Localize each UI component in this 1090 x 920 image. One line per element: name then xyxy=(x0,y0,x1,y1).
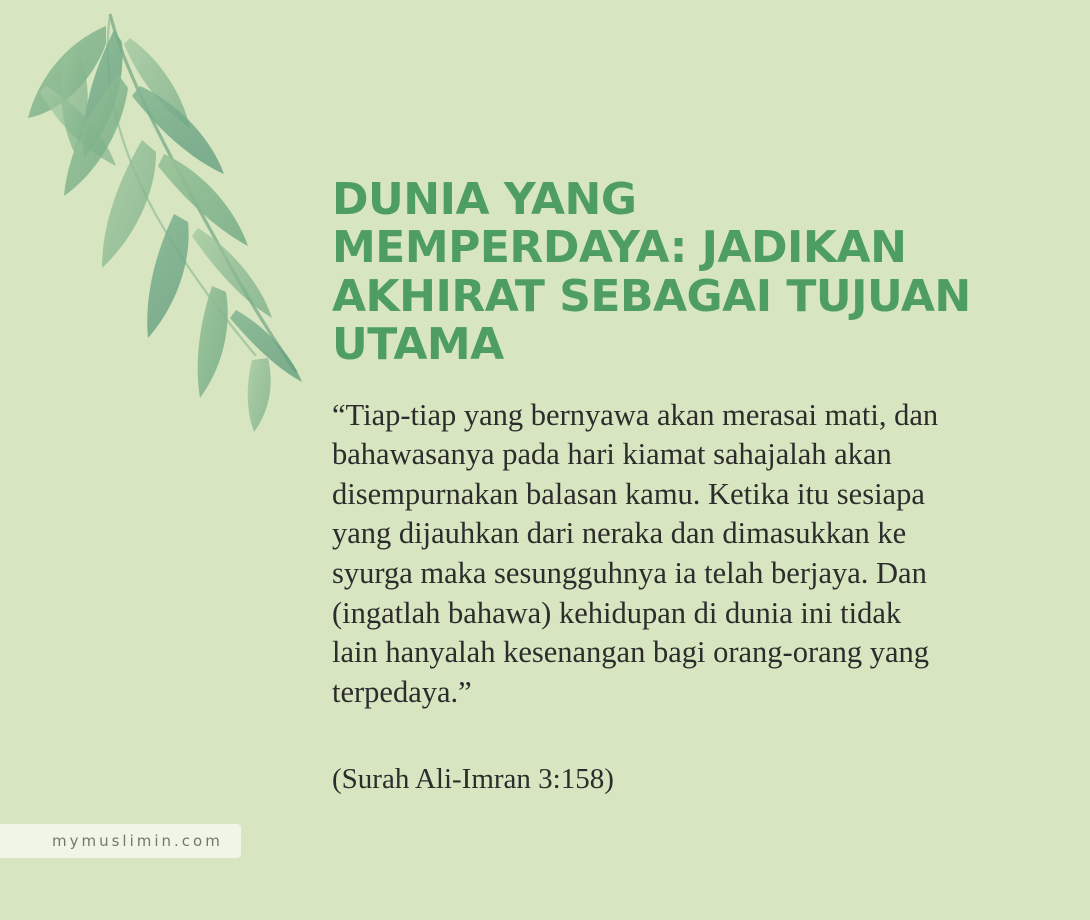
quote-text: “Tiap-tiap yang bernyawa akan merasai mati, dan bahawasanya pada hari kiamat sahajalah akan disempurnakan balasan kamu. Ketika itu sesiapa yang dijauhkan dari neraka dan dimasukkan ke syurga maka sesungguhnya ia telah berjaya. Dan (ingatlah bahawa) kehidupan di dunia ini tidak lain hanyalah kesenangan bagi orang-orang yang terpedaya.” xyxy=(332,397,939,710)
quote-reference: (Surah Ali-Imran 3:158) xyxy=(332,762,614,795)
page-title: DUNIA YANG MEMPERDAYA: JADIKAN AKHIRAT SEBAGAI TUJUAN UTAMA xyxy=(332,174,971,371)
poster-content xyxy=(332,176,992,798)
watercolor-leaf-branch-icon xyxy=(6,0,336,440)
site-url-badge: mymuslimin.com xyxy=(0,824,241,858)
